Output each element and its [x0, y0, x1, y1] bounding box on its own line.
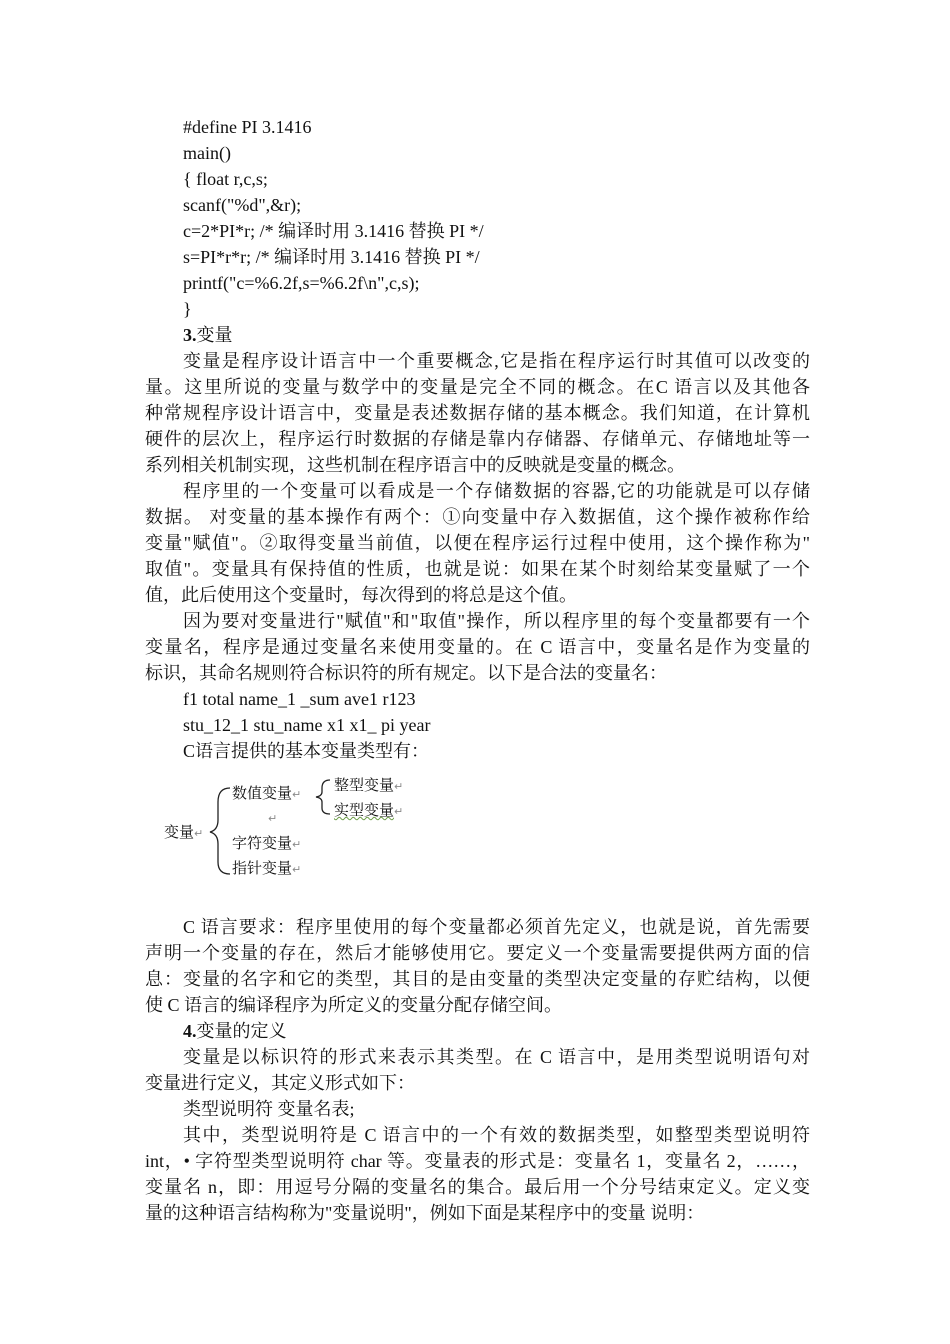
code-line: #define PI 3.1416	[183, 117, 312, 137]
paragraph-line: 变量名，程序是通过变量名来使用变量的。在 C 语言中，变量名是作为变量的	[145, 637, 810, 657]
types-intro: C语言提供的基本变量类型有：	[183, 741, 430, 761]
section-heading	[183, 1018, 848, 1044]
paragraph-mark: ↵	[268, 812, 278, 825]
diagram-pointer: 指针变量↵	[232, 859, 302, 877]
diagram-real: 实型变量↵	[334, 801, 404, 819]
code-line: { float r,c,s;	[183, 169, 268, 189]
paragraph-line: 标识，其命名规则符合标识符的所有规定。以下是合法的变量名：	[145, 663, 667, 683]
paragraph-line: 硬件的层次上，程序运行时数据的存储是靠内存储器、存储单元、存储地址等一	[145, 429, 810, 449]
paragraph-line: 量。这里所说的变量与数学中的变量是完全不同的概念。在C 语言以及其他各	[145, 377, 810, 397]
definition-form: 类型说明符 变量名表;	[183, 1099, 355, 1119]
code-line: }	[183, 299, 192, 319]
paragraph-line: 变量是以标识符的形式来表示其类型。在 C 语言中，是用类型说明语句对	[183, 1047, 810, 1067]
paragraph-line: 息：变量的名字和它的类型，其目的是由变量的类型决定变量的存贮结构，以便	[145, 969, 810, 989]
paragraph-line: 使 C 语言的编译程序为所定义的变量分配存储空间。	[145, 995, 563, 1015]
paragraph-line: 取值"。变量具有保持值的性质，也就是说：如果在某个时刻给某变量赋了一个	[145, 559, 810, 579]
paragraph-line: 数据。 对变量的基本操作有两个：①向变量中存入数据值，这个操作被称作给	[145, 507, 810, 527]
paragraph-line: 其中，类型说明符是 C 语言中的一个有效的数据类型，如整型类型说明符	[183, 1125, 810, 1145]
section-number: 3.	[183, 325, 197, 345]
code-line: c=2*PI*r; /* 编译时用 3.1416 替换 PI */	[183, 221, 484, 241]
paragraph-line: 变量"赋值"。②取得变量当前值，以便在程序运行过程中使用，这个操作称为"	[145, 533, 810, 553]
section-heading	[183, 322, 848, 348]
section-title: 变量的定义	[196, 1021, 287, 1041]
paragraph-line: 声明一个变量的存在，然后才能够使用它。要定义一个变量需要提供两方面的信	[145, 943, 810, 963]
diagram-integer: 整型变量↵	[334, 776, 404, 794]
paragraph-line: 程序里的一个变量可以看成是一个存储数据的容器,它的功能就是可以存储	[183, 481, 810, 501]
paragraph-line: 因为要对变量进行"赋值"和"取值"操作，所以程序里的每个变量都要有一个	[183, 611, 810, 631]
paragraph-line: int，• 字符型类型说明符 char 等。变量表的形式是：变量名 1，变量名 2，……，	[145, 1151, 810, 1171]
diagram-char: 字符变量↵	[232, 834, 302, 852]
code-line: scanf("%d",&r);	[183, 195, 302, 215]
diagram-numeric: 数值变量↵	[232, 784, 302, 802]
paragraph-line: 变量名 n，即：用逗号分隔的变量名的集合。最后用一个分号结束定义。定义变	[145, 1177, 810, 1197]
paragraph-line: C 语言要求：程序里使用的每个变量都必须首先定义，也就是说，首先需要	[183, 917, 810, 937]
code-line: s=PI*r*r; /* 编译时用 3.1416 替换 PI */	[183, 247, 480, 267]
paragraph-line: 变量是程序设计语言中一个重要概念,它是指在程序运行时其值可以改变的	[183, 351, 810, 371]
section-title: 变量	[196, 325, 233, 345]
section-number: 4.	[183, 1021, 197, 1041]
code-line: printf("c=%6.2f,s=%6.2f\n",c,s);	[183, 273, 420, 293]
paragraph-line: 量的这种语言结构称为"变量说明"，例如下面是某程序中的变量 说明：	[145, 1203, 705, 1223]
paragraph-line: 值，此后使用这个变量时，每次得到的将总是这个值。	[145, 585, 577, 605]
example-identifiers: stu_12_1 stu_name x1 x1_ pi year	[183, 715, 431, 735]
example-identifiers: f1 total name_1 _sum ave1 r123	[183, 689, 416, 709]
paragraph-line: 变量进行定义，其定义形式如下：	[145, 1073, 415, 1093]
variable-type-diagram	[150, 770, 450, 890]
diagram-root: 变量↵	[164, 823, 204, 841]
code-line: main()	[183, 143, 231, 163]
paragraph-line: 种常规程序设计语言中，变量是表述数据存储的基本概念。我们知道，在计算机	[145, 403, 810, 423]
paragraph-line: 系列相关机制实现，这些机制在程序语言中的反映就是变量的概念。	[145, 455, 685, 475]
